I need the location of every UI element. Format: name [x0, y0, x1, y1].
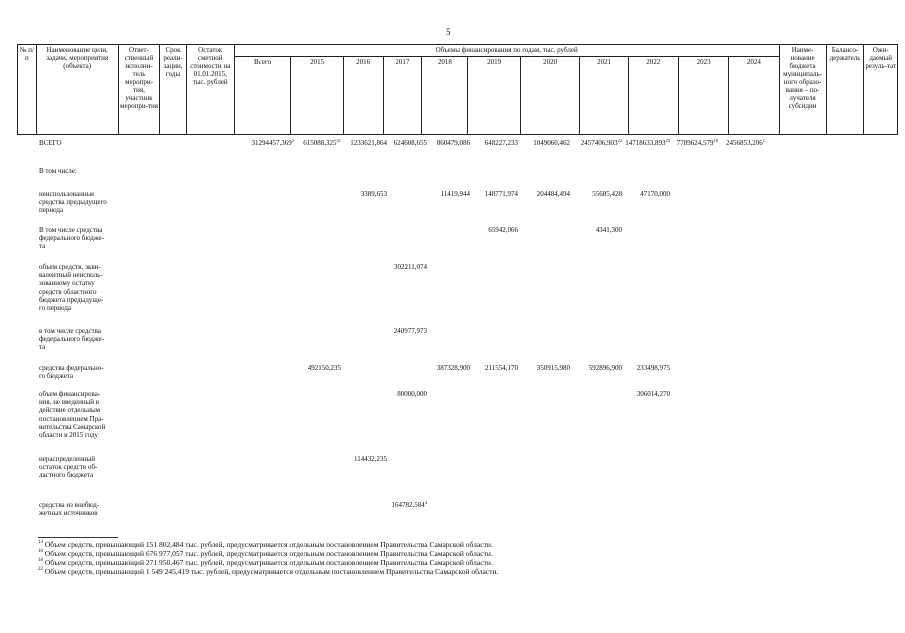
row-value	[397, 390, 427, 398]
footnote-number: 18	[38, 558, 43, 563]
footnote-text: Объем средств, превышающий 1 549 245,419 тыс. рублей, предусматривается отдельным постановлением Правительства Самарской области.	[44, 567, 499, 576]
footnote	[38, 549, 878, 558]
col-term-header: Срок реали-зации, годы	[160, 45, 186, 135]
funding-table-header	[17, 44, 898, 135]
footnote-mark: 21	[336, 138, 341, 143]
col-remainder-header: Остаток сметной стоимости на 01.01.2015, тыс. рублей	[186, 45, 234, 135]
row-value	[441, 190, 471, 198]
footnote-number: 16	[38, 549, 43, 554]
value-number: 1049060,462	[533, 139, 570, 147]
year-header-2023: 2023	[678, 57, 728, 135]
col-budget-name-header: Наиме-нование бюджета муниципаль-ного образо-вания – по-лучателя субсидии	[779, 45, 826, 135]
row-value	[637, 390, 670, 398]
year-header-2024: 2024	[729, 57, 779, 135]
col-result-header: Ожи-даемый резуль-тат	[864, 45, 898, 135]
value-number: 350915,980	[536, 364, 570, 372]
row-value	[637, 364, 670, 372]
value-number: 492150,235	[307, 364, 341, 372]
value-number: 47170,000	[640, 190, 670, 198]
row-value	[354, 455, 387, 463]
row-value	[308, 364, 341, 372]
value-number: 624608,655	[393, 139, 427, 147]
value-number: 3389,653	[360, 190, 387, 198]
footnote	[38, 558, 878, 567]
row-label: неиспользованные средства предыдущего периода	[39, 190, 107, 215]
value-number: 240977,973	[393, 327, 427, 335]
value-number: 2457406,903	[580, 139, 618, 147]
value-number: 4341,300	[595, 226, 622, 234]
value-number: 55685,428	[592, 190, 622, 198]
value-number: 233498,975	[636, 364, 670, 372]
value-number: 387328,900	[436, 364, 470, 372]
row-value	[581, 139, 622, 147]
footnote-number: 14	[38, 540, 43, 545]
row-label: объем финансирова- ния, не введенный в действие отдельным постановлением Пра- вительства Самарской области в 2015 году	[39, 390, 106, 440]
footnotes	[38, 537, 878, 576]
value-number: 7789624,579	[676, 139, 714, 147]
footnote-mark: 2	[291, 138, 294, 143]
value-number: 11419,944	[440, 190, 470, 198]
row-value	[437, 139, 470, 147]
year-header-total: Всего	[234, 57, 291, 135]
value-number: 80000,000	[397, 390, 427, 398]
value-number: 1233621,864	[350, 139, 387, 147]
year-header-2015: 2015	[291, 57, 343, 135]
value-number: 2456853,206	[726, 139, 763, 147]
col-executor-header: Ответ-ственный исполни-тель меропри-тия, участник меропри-тия	[118, 45, 160, 135]
row-value	[589, 364, 622, 372]
year-header-2021: 2021	[580, 57, 628, 135]
page-number: 5	[446, 27, 451, 37]
row-value	[350, 139, 387, 147]
value-number: 148771,974	[484, 190, 518, 198]
year-header-2019: 2019	[468, 57, 520, 135]
footnote	[38, 567, 878, 576]
row-value	[485, 190, 518, 198]
row-label: В том числе средства федерального бюдже- та	[39, 226, 104, 251]
row-value	[485, 139, 518, 147]
col-name-header: Наименование цели, задачи, мероприятия (объекта)	[36, 45, 118, 135]
row-value	[533, 139, 570, 147]
value-number: 592896,900	[588, 364, 622, 372]
row-value	[361, 190, 387, 198]
value-number: 14718633,893	[625, 139, 666, 147]
footnote-mark: 18	[713, 138, 718, 143]
row-label: средства федерально- го бюджета	[39, 364, 104, 381]
row-value	[537, 190, 570, 198]
row-label: в том числе средства федерального бюдже- та	[39, 327, 104, 352]
row-value	[437, 364, 470, 372]
value-number: 65942,066	[488, 226, 518, 234]
footnote-mark: 1	[762, 138, 765, 143]
table-body	[17, 137, 898, 527]
funding-group-header: Объемы финансирования по годам, тыс. рублей	[234, 45, 779, 57]
value-number: 302211,074	[394, 263, 427, 271]
row-value	[488, 226, 518, 234]
row-label: В том числе:	[39, 167, 77, 175]
year-header-2022: 2022	[628, 57, 678, 135]
footnote-rule	[38, 537, 118, 538]
row-value	[303, 139, 341, 147]
value-number: 204484,494	[536, 190, 570, 198]
value-number: 306014,270	[636, 390, 670, 398]
footnote-mark: 22	[617, 138, 622, 143]
row-value	[640, 190, 670, 198]
row-value	[596, 226, 622, 234]
row-label: ВСЕГО	[39, 139, 62, 147]
footnote-text: Объем средств, превышающий 151 802,484 тыс. рублей, предусматривается отдельным постановлением Правительства Самарской области.	[44, 540, 493, 549]
value-number: 114432,235	[354, 455, 387, 463]
row-value	[485, 364, 518, 372]
year-header-2017: 2017	[383, 57, 422, 135]
value-number: 31294457,369	[251, 139, 292, 147]
col-num-header: № п/п	[18, 45, 37, 135]
row-value	[677, 139, 718, 147]
row-value	[592, 190, 622, 198]
value-number: 615088,325	[303, 139, 337, 147]
col-holder-header: Балансо-держатель	[826, 45, 864, 135]
row-value	[394, 139, 427, 147]
row-value	[394, 263, 427, 271]
year-header-2020: 2020	[520, 57, 580, 135]
row-label: объем средств, экви- валентный неисполь- зованному остатку средств областного бюджета предыдуще- го периода	[39, 263, 104, 313]
row-value	[392, 501, 428, 509]
footnote-text: Объем средств, превышающий 676 977,057 тыс. рублей, предусматривается отдельным постановлением Правительства Самарской области.	[44, 549, 493, 558]
footnote	[38, 540, 878, 549]
footnote-text: Объем средств, превышающий 271 950,467 тыс. рублей, предусматривается отдельным постановлением Правительства Самарской области.	[44, 558, 493, 567]
year-header-2018: 2018	[422, 57, 468, 135]
row-label: средства из внебюд- жетных источников	[39, 501, 100, 518]
year-header-2016: 2016	[343, 57, 383, 135]
row-value	[394, 327, 427, 335]
row-label: нераспределенный остаток средств об- ластного бюджета	[39, 455, 98, 480]
row-value	[537, 364, 570, 372]
row-value	[726, 139, 765, 147]
value-number: 860479,086	[436, 139, 470, 147]
row-value	[252, 139, 295, 147]
value-number: 164782,584	[391, 501, 425, 509]
value-number: 211554,170	[485, 364, 518, 372]
footnote-mark: 4	[424, 500, 427, 505]
footnote-number: 22	[38, 567, 43, 572]
row-value	[625, 139, 670, 147]
footnote-mark: 23	[665, 138, 670, 143]
value-number: 648227,233	[484, 139, 518, 147]
